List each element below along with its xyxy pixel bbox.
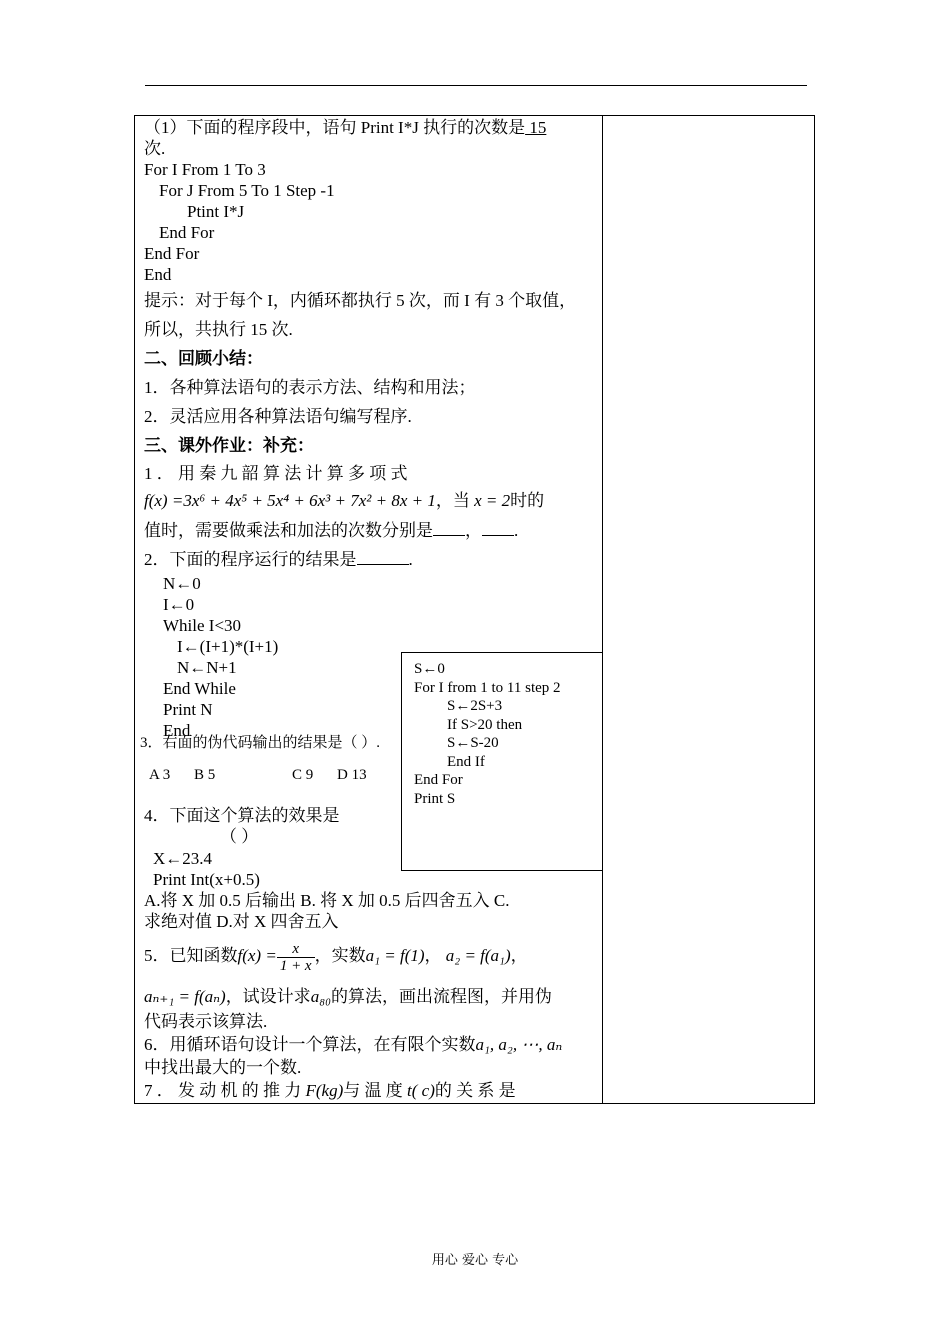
header-rule (145, 85, 807, 86)
box-code-line: S←S-20 (447, 735, 499, 751)
p7-force: F(kg) (305, 1081, 344, 1100)
p7-text: 7 ． 发 动 机 的 推 力 (144, 1081, 302, 1100)
p5-text: ，试设计求 (225, 987, 311, 1006)
p2-code-line: Print N (163, 700, 213, 719)
q1-answer: 15 (525, 118, 547, 137)
p2-end: . (408, 550, 413, 569)
p1-sep: ， (465, 521, 482, 540)
p4-line1: 4．下面这个算法的效果是 (144, 806, 340, 825)
p6-sequence: a₁, a₂, ⋯, aₙ (475, 1035, 563, 1054)
p1-end: . (514, 521, 519, 540)
answer-blank[interactable] (482, 521, 514, 536)
p1-text: 值时，需要做乘法和加法的次数分别是 (144, 521, 433, 540)
p7-text: 与 温 度 (343, 1081, 403, 1100)
p2-text: 2．下面的程序运行的结果是 (144, 550, 357, 569)
q1-hint: 所以，共执行 15 次. (144, 320, 293, 339)
p5-line2 (144, 986, 552, 1007)
p1-line3 (144, 520, 518, 541)
p5-text: ，实数 (314, 946, 366, 965)
p5-denominator: 1 + x (279, 957, 312, 974)
p2-code-line: While I<30 (163, 616, 242, 635)
q1-code-line: Ptint I*J (187, 202, 245, 221)
p5-line3: 代码表示该算法. (144, 1012, 268, 1031)
homework-heading: 三、课外作业：补充： (144, 436, 314, 455)
p5-line1 (144, 938, 528, 974)
p2-code-line: End While (163, 679, 236, 698)
p1-when: ，当 (435, 491, 470, 510)
p4-code-line: Print Int(x+0.5) (153, 870, 260, 889)
p5-a2: a₂ = f(a₁) (445, 946, 511, 965)
box-code-line: S←0 (414, 661, 445, 677)
p1-polynomial: f(x) =3x⁶ + 4x⁵ + 5x⁴ + 6x³ + 7x² + 8x + 1 (144, 491, 436, 510)
page-footer: 用心 爱心 专心 (431, 1253, 519, 1268)
p5-a80: a₈₀ (310, 987, 332, 1006)
box-code-line: For I from 1 to 11 step 2 (414, 680, 561, 696)
q1-code-line: For J From 5 To 1 Step -1 (159, 181, 335, 200)
p1-x-value: x = 2 (474, 491, 511, 510)
p5-fraction (277, 941, 315, 974)
box-code-line: End For (414, 772, 463, 788)
p3-line1: 3．右面的伪代码输出的结果是（ ）. (140, 735, 381, 751)
p5-function: f(x) = (237, 946, 277, 965)
p5-numerator: x (277, 941, 315, 958)
q1-line1 (144, 117, 546, 138)
p3-option: A 3 (149, 767, 171, 783)
p6-line1 (144, 1034, 562, 1055)
p2-code-line: I←0 (163, 595, 195, 614)
p5-sep: ， (510, 946, 528, 965)
p5-sep: ， (424, 946, 442, 965)
answer-blank[interactable] (357, 550, 409, 565)
box-code-line: If S>20 then (447, 717, 523, 733)
q1-line1b: 次. (144, 139, 166, 158)
p7-line1 (144, 1080, 516, 1101)
p2-code-line: I←(I+1)*(I+1) (177, 637, 279, 656)
p7-text: 的 关 系 是 (434, 1081, 516, 1100)
p5-a1: a₁ = f(1) (365, 946, 425, 965)
review-heading: 二、回顾小结： (144, 349, 263, 368)
p2-line1 (144, 549, 413, 570)
p6-text: 6．用循环语句设计一个算法，在有限个实数 (144, 1035, 476, 1054)
p3-option: B 5 (194, 767, 216, 783)
p5-text: 的算法，画出流程图，并用伪 (331, 987, 553, 1006)
q1-code-line: End For (144, 244, 200, 263)
q1-code-line: For I From 1 To 3 (144, 160, 266, 179)
q1-code-line: End (144, 265, 172, 284)
p4-code-line: X←23.4 (153, 849, 213, 868)
answer-blank[interactable] (433, 521, 465, 536)
p7-temperature: t( c) (407, 1081, 435, 1100)
p4-options: 求绝对值 D.对 X 四舍五入 (144, 912, 339, 931)
p2-code-line: End (163, 721, 191, 740)
q1-text: （1）下面的程序段中，语句 Print I*J 执行的次数是 (144, 118, 526, 137)
p2-code-line: N←N+1 (177, 658, 237, 677)
p1-line2 (144, 490, 544, 511)
p1-tail: 时的 (510, 491, 545, 510)
box-code-line: End If (447, 754, 485, 770)
table-column-divider (602, 115, 603, 1104)
review-item: 1．各种算法语句的表示方法、结构和用法； (144, 378, 476, 397)
q1-code-line: End For (159, 223, 215, 242)
p3-option: C 9 (292, 767, 314, 783)
p3-option: D 13 (337, 767, 367, 783)
q1-hint: 提示：对于每个 I，内循环都执行 5 次，而 I 有 3 个取值， (144, 291, 577, 310)
box-code-line: Print S (414, 791, 456, 807)
p4-options: A.将 X 加 0.5 后输出 B. 将 X 加 0.5 后四舍五入 C. (144, 891, 510, 910)
p6-line2: 中找出最大的一个数. (144, 1058, 302, 1077)
p1-line1: 1 ． 用 秦 九 韶 算 法 计 算 多 项 式 (144, 464, 408, 483)
p2-code-line: N←0 (163, 574, 201, 593)
p5-recurrence: aₙ₊₁ = f(aₙ) (144, 987, 226, 1006)
p4-paren: （ ） (220, 827, 259, 846)
review-item: 2．灵活应用各种算法语句编写程序. (144, 407, 412, 426)
box-code-line: S←2S+3 (447, 698, 503, 714)
p5-text: 5．已知函数 (144, 946, 238, 965)
